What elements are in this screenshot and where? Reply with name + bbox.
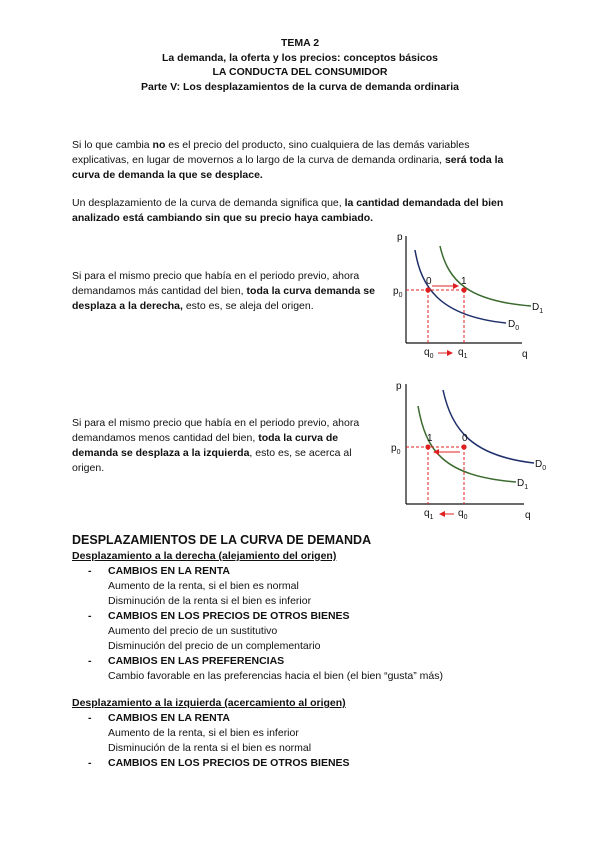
- intro-text-2: es el precio del producto, sino cualquiera de las demás variables explicativas, en lugar de movernos a lo largo de la curva de demanda ordinaria,: [72, 139, 470, 166]
- definition-paragraph: [72, 196, 512, 226]
- part-title: Parte V: Los desplazamientos de la curva de demanda ordinaria: [140, 80, 460, 93]
- bullet-title-text: CAMBIOS EN LOS PRECIOS DE OTROS BIENES: [108, 610, 350, 622]
- intro-paragraph: [72, 138, 512, 183]
- point-0: [425, 287, 430, 292]
- point-0-label: 0: [462, 433, 468, 444]
- point-1-label: 1: [427, 433, 433, 444]
- bullet-dash: -: [88, 712, 92, 724]
- demand-shift-left-graph: [388, 376, 548, 521]
- right-shift-heading: Desplazamiento a la derecha (alejamiento del origen): [72, 550, 337, 562]
- bullet-subline: Disminución de la renta si el bien es inferior: [108, 595, 312, 607]
- bullet-item-title: [88, 565, 230, 577]
- bullet-dash: -: [88, 610, 92, 622]
- bullet-subline: Disminución del precio de un complementario: [108, 640, 321, 652]
- bullet-subline: Aumento de la renta, si el bien es normal: [108, 580, 299, 592]
- intro-bold-1: no: [152, 139, 166, 151]
- point-1: [461, 287, 466, 292]
- p-axis-label: p: [396, 381, 402, 392]
- bullet-item-title: [88, 610, 350, 622]
- q1-label: $q_1$: [424, 508, 434, 521]
- bullet-title-text: CAMBIOS EN LA RENTA: [108, 712, 230, 724]
- demand-shift-right-graph: [388, 226, 548, 366]
- point-0: [461, 444, 466, 449]
- demand-curve-d1: [418, 406, 516, 482]
- curve-d1-label: $D_1$: [517, 478, 529, 491]
- topic-subtitle: La demanda, la oferta y los precios: conceptos básicos: [161, 51, 438, 64]
- bullet-title-text: CAMBIOS EN LA RENTA: [108, 565, 230, 577]
- left-shift-bold: toda la curva de demanda se desplaza a la izquierda: [72, 432, 339, 459]
- point-0-label: 0: [426, 276, 432, 287]
- price-label: $p_0$: [391, 443, 401, 456]
- curve-d0-label: $D_0$: [508, 319, 520, 332]
- definition-text: Un desplazamiento de la curva de demanda significa que,: [72, 197, 345, 209]
- left-shift-heading: Desplazamiento a la izquierda (acercamiento al origen): [72, 697, 346, 709]
- bullet-subline: Aumento de la renta, si el bien es inferior: [108, 727, 299, 739]
- price-label: $p_0$: [393, 286, 403, 299]
- right-shift-text-1: Si para el mismo precio que había en el periodo previo, ahora demandamos más cantidad del bien,: [72, 270, 360, 297]
- left-shift-text-1: Si para el mismo precio que había en el periodo previo, ahora demandamos menos cantidad del bien,: [72, 417, 360, 444]
- right-shift-paragraph: [72, 269, 384, 314]
- bullet-item-title: [88, 712, 230, 724]
- q0-label: $q_0$: [424, 347, 434, 360]
- bullet-item-title: [88, 757, 350, 769]
- demand-curve-d1: [440, 246, 531, 306]
- bullet-subline: Aumento del precio de un sustitutivo: [108, 625, 278, 637]
- intro-text-1: Si lo que cambia: [72, 139, 153, 151]
- point-1-label: 1: [461, 276, 467, 287]
- bullet-dash: -: [88, 565, 92, 577]
- q-axis-label: q: [525, 510, 531, 521]
- section-title: LA CONDUCTA DEL CONSUMIDOR: [212, 66, 388, 78]
- bullet-dash: -: [88, 655, 92, 667]
- shifts-section-title: DESPLAZAMIENTOS DE LA CURVA DE DEMANDA: [72, 533, 372, 547]
- intro-bold-2: será toda la curva de demanda la que se desplace.: [72, 154, 504, 181]
- curve-d0-label: $D_0$: [535, 459, 547, 472]
- q0-label: $q_0$: [458, 508, 468, 521]
- curve-d1-label: $D_1$: [532, 302, 544, 315]
- q-axis-label: q: [522, 349, 528, 360]
- left-shift-text-2: , esto es, se acerca al origen.: [72, 447, 352, 474]
- right-shift-text-2: esto es, se aleja del origen.: [182, 300, 314, 312]
- definition-bold: la cantidad demandada del bien analizado está cambiando sin que su precio haya cambiado.: [72, 197, 504, 224]
- document-header: [0, 36, 600, 94]
- bullet-item-title: [88, 655, 284, 667]
- bullet-subline: Cambio favorable en las preferencias hacia el bien (el bien “gusta” más): [108, 670, 444, 682]
- point-1: [425, 444, 430, 449]
- bullet-subline: Disminución de la renta si el bien es normal: [108, 742, 312, 754]
- q1-label: $q_1$: [458, 347, 468, 360]
- left-shift-paragraph: [72, 416, 377, 476]
- topic-title: TEMA 2: [280, 37, 320, 49]
- p-axis-label: p: [397, 232, 403, 243]
- bullet-dash: -: [88, 757, 92, 769]
- bullet-title-text: CAMBIOS EN LOS PRECIOS DE OTROS BIENES: [108, 757, 350, 769]
- right-shift-bold: toda la curva demanda se desplaza a la derecha,: [72, 285, 375, 312]
- bullet-title-text: CAMBIOS EN LAS PREFERENCIAS: [108, 655, 285, 667]
